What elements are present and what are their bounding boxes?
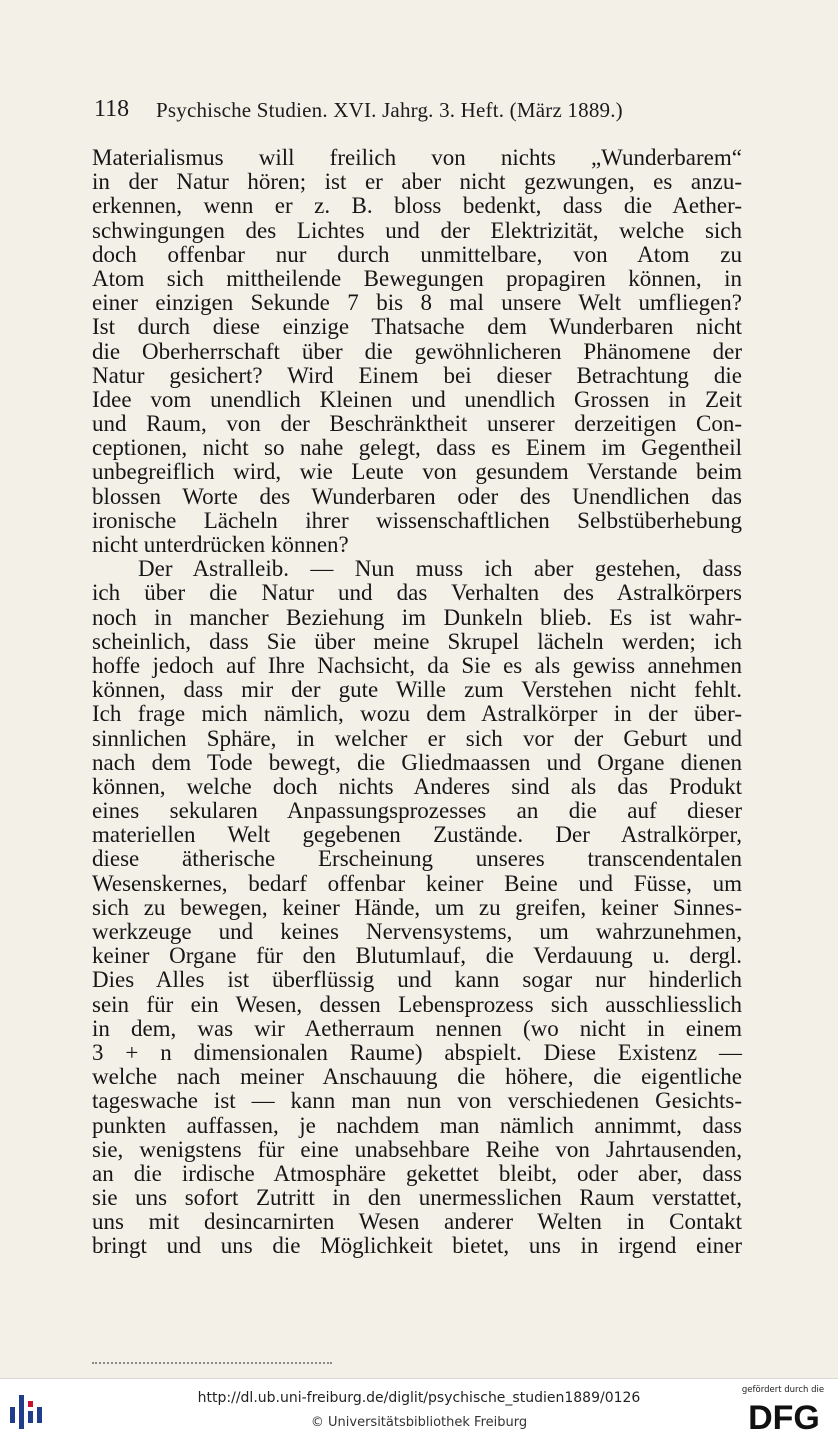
text-line: und Raum, von der Beschränktheit unserer derzeitigen Con-: [92, 411, 742, 437]
text-line: scheinlich, dass Sie über meine Skrupel lächeln werden; ich: [92, 628, 742, 654]
dfg-logo-icon: [742, 1399, 826, 1433]
text-line: sinnlichen Sphäre, in welcher er sich vor der Geburt und: [92, 725, 742, 751]
text-line: nicht unterdrücken können?: [92, 532, 349, 557]
page-bottom-signature-mark: [92, 1362, 332, 1367]
text-line: hoffe jedoch auf Ihre Nachsicht, da Sie es als gewiss annehmen: [92, 652, 742, 678]
text-line: nach dem Tode bewegt, die Gliedmaassen und Organe dienen: [92, 749, 742, 775]
text-line: sich zu bewegen, keiner Hände, um zu greifen, keiner Sinnes-: [92, 894, 742, 920]
text-line: noch in mancher Beziehung im Dunkeln blieb. Es ist wahr-: [92, 604, 742, 630]
text-line: welche nach meiner Anschauung die höhere, die eigentliche: [92, 1064, 742, 1090]
text-line: werkzeuge und keines Nervensystems, um wahrzunehmen,: [92, 919, 742, 944]
text-line: punkten auffassen, je nachdem man nämlich annimmt, dass: [92, 1112, 742, 1138]
page-body-text: [92, 146, 742, 1259]
copyright-notice: © Universitätsbibliothek Freiburg: [310, 1415, 528, 1430]
text-line: Materialismus will freilich von nichts „Wunderbarem“: [92, 145, 742, 170]
running-head-title: Psychische Studien. XVI. Jahrg. 3. Heft. (März 1889.): [156, 98, 623, 122]
text-line: uns mit desincarnirten Wesen anderer Welten in Contakt: [92, 1209, 742, 1235]
text-line: sie uns sofort Zutritt in den unermesslichen Raum verstattet,: [92, 1185, 742, 1211]
page-number: 118: [94, 96, 130, 122]
text-line: Der Astralleib. — Nun muss ich aber gestehen, dass: [138, 556, 742, 582]
text-line: können, welche doch nichts Anderes sind als das Produkt: [92, 773, 742, 799]
sponsor-caption: gefördert durch die: [741, 1385, 825, 1395]
text-line: 3 + n dimensionalen Raume) abspielt. Diese Existenz —: [92, 1039, 742, 1065]
text-line: ironische Lächeln ihrer wissenschaftlichen Selbstüberhebung: [92, 507, 742, 533]
text-line: sie, wenigstens für eine unabsehbare Reihe von Jahrtausenden,: [92, 1136, 742, 1162]
text-line: Ich frage mich nämlich, wozu dem Astralkörper in der über-: [92, 701, 742, 727]
text-line: eines sekularen Anpassungsprozesses an die auf dieser: [92, 798, 742, 824]
text-line: Ist durch diese einzige Thatsache dem Wunderbaren nicht: [92, 314, 742, 340]
text-line: Wesenskernes, bedarf offenbar keiner Beine und Füsse, um: [92, 870, 742, 896]
text-line: keiner Organe für den Blutumlauf, die Verdauung u. dergl.: [92, 943, 742, 969]
running-header: [94, 92, 740, 126]
viewer-footer: [0, 1378, 838, 1438]
text-line: in der Natur hören; ist er aber nicht gezwungen, es anzu-: [92, 169, 742, 195]
document-url-link[interactable]: http://dl.ub.uni-freiburg.de/diglit/psychische_studien1889/0126: [197, 1390, 641, 1406]
text-line: doch offenbar nur durch unmittelbare, von Atom zu: [92, 241, 742, 267]
text-line: an die irdische Atmosphäre gekettet bleibt, oder aber, dass: [92, 1160, 742, 1186]
text-line: einer einzigen Sekunde 7 bis 8 mal unsere Welt umfliegen?: [92, 290, 742, 316]
text-line: tageswache ist — kann man nun von verschiedenen Gesichts-: [92, 1088, 742, 1114]
text-line: Atom sich mittheilende Bewegungen propagiren können, in: [92, 265, 742, 291]
text-line: bringt und uns die Möglichkeit bietet, uns in irgend einer: [92, 1233, 742, 1259]
text-line: können, dass mir der gute Wille zum Verstehen nicht fehlt.: [92, 677, 742, 703]
text-line: Idee vom unendlich Kleinen und unendlich Grossen in Zeit: [92, 386, 742, 412]
dfg-logo-text: DFG: [748, 1399, 820, 1433]
text-line: blossen Worte des Wunderbaren oder des Unendlichen das: [92, 483, 742, 509]
text-line: diese ätherische Erscheinung unseres transcendentalen: [92, 846, 742, 872]
text-line: Natur gesichert? Wird Einem bei dieser Betrachtung die: [92, 362, 742, 388]
text-line: ich über die Natur und das Verhalten des Astralkörpers: [92, 580, 742, 606]
text-line: ceptionen, nicht so nahe gelegt, dass es Einem im Gegentheil: [92, 435, 742, 461]
text-line: schwingungen des Lichtes und der Elektrizität, welche sich: [92, 217, 742, 243]
text-line: materiellen Welt gegebenen Zustände. Der Astralkörper,: [92, 822, 742, 848]
dfg-sponsor-logo[interactable]: [738, 1385, 828, 1435]
text-line: sein für ein Wesen, dessen Lebensprozess sich ausschliesslich: [92, 991, 742, 1017]
text-line: Dies Alles ist überflüssig und kann sogar nur hinderlich: [92, 967, 742, 993]
text-line: in dem, was wir Aetherraum nennen (wo nicht in einem: [92, 1015, 742, 1041]
text-line: unbegreiflich wird, wie Leute von gesundem Verstande beim: [92, 459, 742, 485]
text-line: erkennen, wenn er z. B. bloss bedenkt, dass die Aether-: [92, 193, 742, 219]
text-line: die Oberherrschaft über die gewöhnlicheren Phänomene der: [92, 338, 742, 364]
